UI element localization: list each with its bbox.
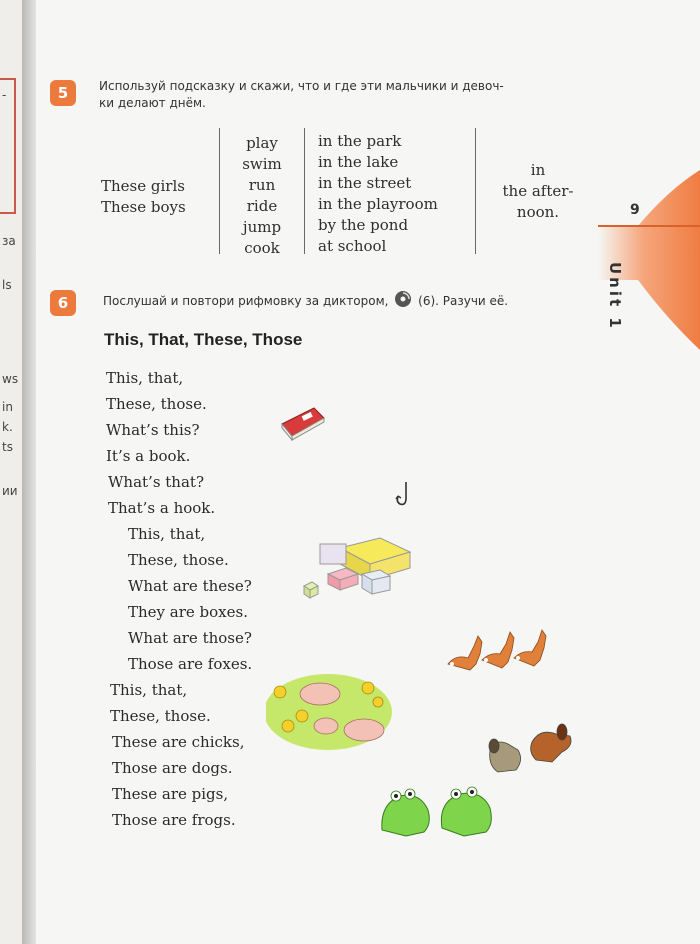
poem-line: This, that, (110, 681, 188, 699)
time-column (488, 160, 588, 223)
frogs-illustration (376, 780, 506, 842)
subject-cell: These boys (101, 198, 186, 216)
boxes-illustration (300, 530, 416, 602)
verbs-column (236, 133, 288, 259)
table-divider (219, 128, 220, 254)
left-fragment: ws (2, 372, 19, 386)
exercise-5-badge: 5 (50, 80, 76, 106)
poem-line: What’s this? (106, 421, 200, 439)
poem-line: Those are dogs. (112, 759, 233, 777)
table-divider (304, 128, 305, 254)
place-cell: by the pond (318, 216, 409, 234)
instruction-text: Послушай и повтори рифмовку за диктором, (103, 294, 389, 308)
place-cell: in the park (318, 132, 402, 150)
left-fragment: за (2, 234, 16, 248)
place-cell: in the street (318, 174, 412, 192)
poem-line: This, that, (128, 525, 206, 543)
verb-cell: cook (244, 239, 280, 257)
book-gutter (22, 0, 36, 944)
page-number: 9 (630, 202, 640, 218)
chicks-and-pigs-illustration (266, 668, 396, 752)
left-fragment: ls (2, 278, 12, 292)
time-line: the after- (502, 182, 574, 200)
dogs-illustration (486, 720, 576, 782)
poem-line: That’s a hook. (108, 499, 216, 517)
places-column (318, 131, 438, 257)
hook-illustration (394, 480, 416, 510)
poem-line: They are boxes. (128, 603, 248, 621)
poem-line: These, those. (106, 395, 207, 413)
poem-line: These, those. (128, 551, 229, 569)
time-line: in (530, 161, 546, 179)
book-illustration (278, 402, 328, 442)
exercise-6-badge: 6 (50, 290, 76, 316)
poem-line: These are pigs, (112, 785, 229, 803)
exercise-6-instruction (103, 290, 508, 313)
poem-title: This, That, These, Those (104, 330, 303, 349)
place-cell: in the lake (318, 153, 399, 171)
verb-cell: jump (242, 218, 282, 236)
subjects-column (101, 176, 186, 218)
poem-line: These are chicks, (112, 733, 245, 751)
foxes-illustration (442, 624, 552, 676)
subject-cell: These girls (101, 177, 185, 195)
left-fragment: ts (2, 440, 13, 454)
left-fragment: k. (2, 420, 13, 434)
unit-label: Unit 1 (606, 262, 624, 331)
poem-line: What’s that? (108, 473, 204, 491)
table-divider (475, 128, 476, 254)
poem-line: What are those? (128, 629, 252, 647)
left-facing-page (0, 0, 22, 944)
left-fragment: ии (2, 484, 18, 498)
poem-line: This, that, (106, 369, 184, 387)
poem-line: Those are foxes. (128, 655, 253, 673)
poem-line: These, those. (110, 707, 211, 725)
place-cell: at school (318, 237, 387, 255)
verb-cell: run (248, 176, 276, 194)
exercise-5-instruction (99, 78, 504, 112)
audio-cd-icon[interactable] (394, 290, 412, 313)
place-cell: in the playroom (318, 195, 438, 213)
verb-cell: play (246, 134, 278, 152)
verb-cell: ride (246, 197, 278, 215)
instruction-line: Используй подсказку и скажи, что и где эти мальчики и девоч- (99, 79, 504, 93)
verb-cell: swim (242, 155, 282, 173)
poem-line: Those are frogs. (112, 811, 236, 829)
instruction-line: ки делают днём. (99, 96, 206, 110)
left-fragment: - (2, 88, 7, 102)
time-line: noon. (516, 203, 560, 221)
poem-line: It’s a book. (106, 447, 191, 465)
textbook-page (36, 0, 700, 944)
poem-line: What are these? (128, 577, 252, 595)
instruction-text: (6). Разучи её. (418, 294, 509, 308)
left-fragment: in (2, 400, 13, 414)
